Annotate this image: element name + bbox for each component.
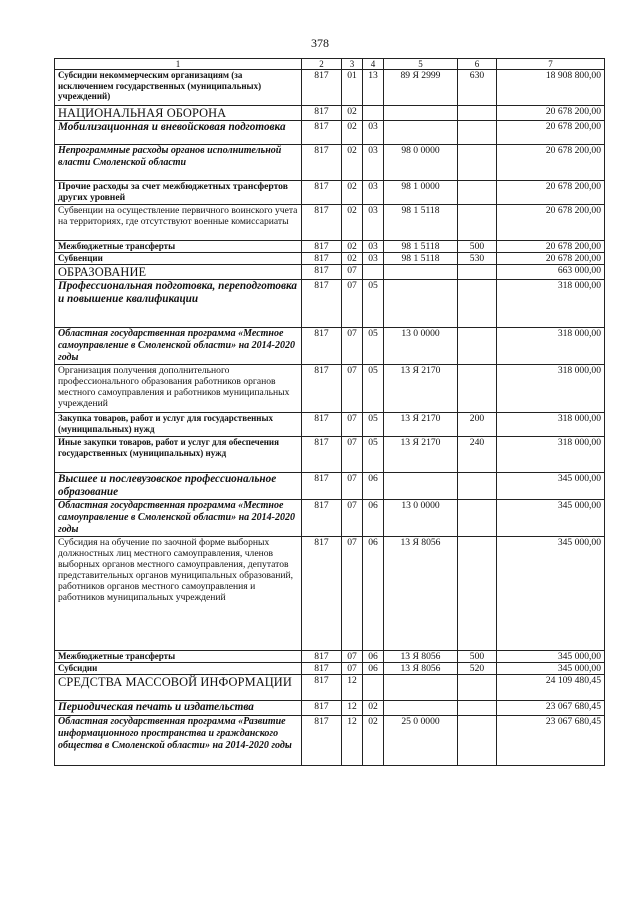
subsection-code-cell [363, 675, 384, 701]
expense-type-cell [458, 205, 497, 241]
expense-type-cell: 520 [458, 663, 497, 675]
header-cell: 2 [302, 59, 342, 70]
table-row [55, 663, 605, 675]
table-row [55, 121, 605, 145]
table-row [55, 241, 605, 253]
budget-table [54, 58, 605, 766]
amount-cell: 20 678 200,00 [497, 253, 605, 265]
subsection-code-cell: 06 [363, 651, 384, 663]
amount-cell: 24 109 480,45 [497, 675, 605, 701]
target-article-cell [384, 280, 458, 328]
section-code-cell: 07 [342, 651, 363, 663]
section-code-cell: 02 [342, 241, 363, 253]
expense-type-cell [458, 328, 497, 365]
item-name-cell: Организация получения дополнительного профессионального образования работников органов местного самоуправления и работников муниципальных учреждений [55, 365, 302, 413]
table-row [55, 70, 605, 106]
item-name-cell: Областная государственная программа «Местное самоуправление в Смоленской области» на 2014-2020 годы [55, 328, 302, 365]
table-row [55, 473, 605, 500]
target-article-cell [384, 701, 458, 716]
ministry-code-cell: 817 [302, 280, 342, 328]
item-name-cell: Закупка товаров, работ и услуг для государственных (муниципальных) нужд [55, 413, 302, 437]
ministry-code-cell: 817 [302, 205, 342, 241]
amount-cell: 345 000,00 [497, 500, 605, 537]
item-name-cell: Субвенции на осуществление первичного воинского учета на территориях, где отсутствуют военные комиссариаты [55, 205, 302, 241]
target-article-cell: 25 0 0000 [384, 716, 458, 766]
expense-type-cell: 200 [458, 413, 497, 437]
ministry-code-cell: 817 [302, 241, 342, 253]
expense-type-cell [458, 265, 497, 280]
expense-type-cell [458, 181, 497, 205]
header-cell: 6 [458, 59, 497, 70]
target-article-cell [384, 121, 458, 145]
subsection-code-cell: 03 [363, 181, 384, 205]
expense-type-cell [458, 675, 497, 701]
subsection-code-cell: 03 [363, 205, 384, 241]
amount-cell: 20 678 200,00 [497, 106, 605, 121]
section-code-cell: 12 [342, 675, 363, 701]
expense-type-cell: 630 [458, 70, 497, 106]
ministry-code-cell: 817 [302, 437, 342, 473]
target-article-cell: 13 Я 2170 [384, 437, 458, 473]
section-code-cell: 02 [342, 253, 363, 265]
amount-cell: 318 000,00 [497, 437, 605, 473]
ministry-code-cell: 817 [302, 537, 342, 651]
target-article-cell: 98 1 5118 [384, 253, 458, 265]
ministry-code-cell: 817 [302, 253, 342, 265]
subsection-code-cell: 05 [363, 280, 384, 328]
item-name-cell: Иные закупки товаров, работ и услуг для обеспечения государственных (муниципальных) нужд [55, 437, 302, 473]
section-code-cell: 02 [342, 181, 363, 205]
subsection-code-cell: 06 [363, 663, 384, 675]
item-name-cell: Субсидия на обучение по заочной форме выборных должностных лиц местного самоуправления, членов выборных органов местного самоуправления, депутатов представительных органов муниципальных образований, работников органов местного самоуправления и работников муниципальных учреждений [55, 537, 302, 651]
target-article-cell: 98 1 0000 [384, 181, 458, 205]
expense-type-cell: 500 [458, 651, 497, 663]
expense-type-cell [458, 365, 497, 413]
ministry-code-cell: 817 [302, 121, 342, 145]
section-code-cell: 12 [342, 701, 363, 716]
ministry-code-cell: 817 [302, 365, 342, 413]
target-article-cell [384, 106, 458, 121]
table-row [55, 437, 605, 473]
header-cell: 5 [384, 59, 458, 70]
section-code-cell: 07 [342, 413, 363, 437]
amount-cell: 20 678 200,00 [497, 145, 605, 181]
item-name-cell: Высшее и послевузовское профессиональное образование [55, 473, 302, 500]
table-row [55, 675, 605, 701]
subsection-code-cell: 03 [363, 241, 384, 253]
ministry-code-cell: 817 [302, 701, 342, 716]
table-row [55, 537, 605, 651]
expense-type-cell: 530 [458, 253, 497, 265]
table-row [55, 280, 605, 328]
ministry-code-cell: 817 [302, 675, 342, 701]
expense-type-cell [458, 473, 497, 500]
table-row [55, 265, 605, 280]
ministry-code-cell: 817 [302, 500, 342, 537]
subsection-code-cell: 06 [363, 537, 384, 651]
amount-cell: 20 678 200,00 [497, 181, 605, 205]
section-code-cell: 07 [342, 500, 363, 537]
table-row [55, 253, 605, 265]
expense-type-cell [458, 716, 497, 766]
target-article-cell: 13 Я 2170 [384, 413, 458, 437]
section-code-cell: 07 [342, 663, 363, 675]
amount-cell: 23 067 680,45 [497, 716, 605, 766]
amount-cell: 23 067 680,45 [497, 701, 605, 716]
table-row [55, 701, 605, 716]
expense-type-cell [458, 280, 497, 328]
subsection-code-cell: 05 [363, 437, 384, 473]
amount-cell: 663 000,00 [497, 265, 605, 280]
item-name-cell: Областная государственная программа «Местное самоуправление в Смоленской области» на 2014-2020 годы [55, 500, 302, 537]
amount-cell: 318 000,00 [497, 413, 605, 437]
ministry-code-cell: 817 [302, 651, 342, 663]
item-name-cell: Периодическая печать и издательства [55, 701, 302, 716]
amount-cell: 345 000,00 [497, 651, 605, 663]
item-name-cell: Субсидии некоммерческим организациям (за исключением государственных (муниципальных) учреждений) [55, 70, 302, 106]
item-name-cell: Областная государственная программа «Развитие информационного пространства и гражданского общества в Смоленской области» на 2014-2020 годы [55, 716, 302, 766]
item-name-cell: Прочие расходы за счет межбюджетных трансфертов других уровней [55, 181, 302, 205]
ministry-code-cell: 817 [302, 70, 342, 106]
subsection-code-cell: 06 [363, 500, 384, 537]
section-code-cell: 07 [342, 473, 363, 500]
target-article-cell: 13 Я 8056 [384, 663, 458, 675]
subsection-code-cell [363, 265, 384, 280]
subsection-code-cell: 03 [363, 253, 384, 265]
target-article-cell: 13 Я 8056 [384, 537, 458, 651]
section-code-cell: 12 [342, 716, 363, 766]
item-name-cell: Субсидии [55, 663, 302, 675]
amount-cell: 345 000,00 [497, 537, 605, 651]
table-row [55, 181, 605, 205]
header-row [55, 59, 605, 70]
item-name-cell: Субвенции [55, 253, 302, 265]
expense-type-cell: 240 [458, 437, 497, 473]
amount-cell: 318 000,00 [497, 280, 605, 328]
subsection-code-cell: 03 [363, 145, 384, 181]
table-row [55, 328, 605, 365]
expense-type-cell [458, 145, 497, 181]
subsection-code-cell: 05 [363, 328, 384, 365]
expense-type-cell: 500 [458, 241, 497, 253]
ministry-code-cell: 817 [302, 106, 342, 121]
section-code-cell: 02 [342, 145, 363, 181]
section-code-cell: 07 [342, 537, 363, 651]
target-article-cell: 89 Я 2999 [384, 70, 458, 106]
amount-cell: 20 678 200,00 [497, 121, 605, 145]
item-name-cell: НАЦИОНАЛЬНАЯ ОБОРОНА [55, 106, 302, 121]
section-code-cell: 07 [342, 265, 363, 280]
amount-cell: 345 000,00 [497, 473, 605, 500]
header-cell: 4 [363, 59, 384, 70]
section-code-cell: 07 [342, 365, 363, 413]
item-name-cell: Мобилизационная и вневойсковая подготовка [55, 121, 302, 145]
target-article-cell [384, 265, 458, 280]
subsection-code-cell: 13 [363, 70, 384, 106]
subsection-code-cell [363, 106, 384, 121]
target-article-cell: 13 0 0000 [384, 328, 458, 365]
target-article-cell: 98 1 5118 [384, 241, 458, 253]
amount-cell: 318 000,00 [497, 365, 605, 413]
table-row [55, 413, 605, 437]
ministry-code-cell: 817 [302, 716, 342, 766]
amount-cell: 20 678 200,00 [497, 241, 605, 253]
target-article-cell: 98 1 5118 [384, 205, 458, 241]
table-row [55, 365, 605, 413]
ministry-code-cell: 817 [302, 663, 342, 675]
section-code-cell: 07 [342, 437, 363, 473]
expense-type-cell [458, 701, 497, 716]
target-article-cell [384, 473, 458, 500]
header-cell: 7 [497, 59, 605, 70]
amount-cell: 20 678 200,00 [497, 205, 605, 241]
item-name-cell: СРЕДСТВА МАССОВОЙ ИНФОРМАЦИИ [55, 675, 302, 701]
target-article-cell: 13 Я 2170 [384, 365, 458, 413]
section-code-cell: 01 [342, 70, 363, 106]
section-code-cell: 02 [342, 205, 363, 241]
header-cell: 3 [342, 59, 363, 70]
item-name-cell: ОБРАЗОВАНИЕ [55, 265, 302, 280]
table-row [55, 106, 605, 121]
ministry-code-cell: 817 [302, 181, 342, 205]
page-number: 378 [311, 36, 329, 50]
amount-cell: 18 908 800,00 [497, 70, 605, 106]
table-row [55, 651, 605, 663]
amount-cell: 318 000,00 [497, 328, 605, 365]
subsection-code-cell: 02 [363, 701, 384, 716]
item-name-cell: Межбюджетные трансферты [55, 241, 302, 253]
subsection-code-cell: 05 [363, 413, 384, 437]
ministry-code-cell: 817 [302, 473, 342, 500]
subsection-code-cell: 03 [363, 121, 384, 145]
target-article-cell: 13 Я 8056 [384, 651, 458, 663]
section-code-cell: 07 [342, 280, 363, 328]
subsection-code-cell: 02 [363, 716, 384, 766]
amount-cell: 345 000,00 [497, 663, 605, 675]
expense-type-cell [458, 106, 497, 121]
section-code-cell: 02 [342, 106, 363, 121]
expense-type-cell [458, 537, 497, 651]
item-name-cell: Непрограммные расходы органов исполнительной власти Смоленской области [55, 145, 302, 181]
item-name-cell: Межбюджетные трансферты [55, 651, 302, 663]
table-row [55, 500, 605, 537]
ministry-code-cell: 817 [302, 265, 342, 280]
target-article-cell [384, 675, 458, 701]
section-code-cell: 07 [342, 328, 363, 365]
subsection-code-cell: 06 [363, 473, 384, 500]
target-article-cell: 13 0 0000 [384, 500, 458, 537]
table-row [55, 205, 605, 241]
expense-type-cell [458, 500, 497, 537]
section-code-cell: 02 [342, 121, 363, 145]
item-name-cell: Профессиональная подготовка, переподготовка и повышение квалификации [55, 280, 302, 328]
expense-type-cell [458, 121, 497, 145]
table-row [55, 145, 605, 181]
subsection-code-cell: 05 [363, 365, 384, 413]
ministry-code-cell: 817 [302, 145, 342, 181]
ministry-code-cell: 817 [302, 328, 342, 365]
ministry-code-cell: 817 [302, 413, 342, 437]
table-row [55, 716, 605, 766]
target-article-cell: 98 0 0000 [384, 145, 458, 181]
header-cell: 1 [55, 59, 302, 70]
